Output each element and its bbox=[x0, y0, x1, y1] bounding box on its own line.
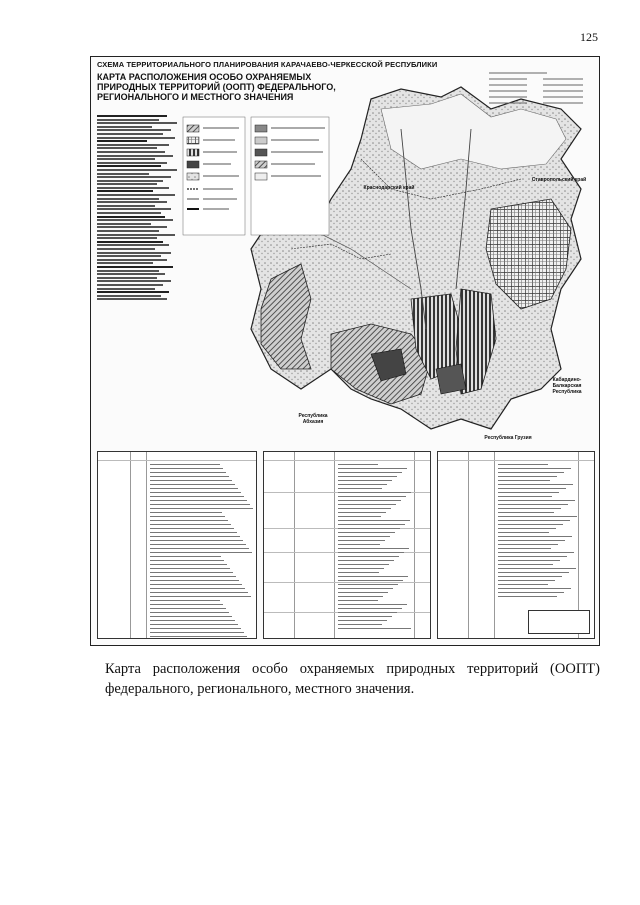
table-text-line bbox=[338, 576, 408, 577]
table-text-line bbox=[338, 492, 411, 493]
legend-text-line bbox=[97, 115, 167, 117]
table-text-line bbox=[498, 556, 567, 557]
table-text-line bbox=[150, 632, 244, 633]
table-text-line bbox=[498, 532, 549, 533]
table-text-line bbox=[338, 468, 407, 469]
table-text-line bbox=[498, 492, 559, 493]
table-text-line bbox=[338, 584, 398, 585]
table-text-line bbox=[150, 612, 229, 613]
table-text-line bbox=[150, 484, 235, 485]
table-text-line bbox=[338, 560, 394, 561]
table-text-line bbox=[338, 600, 378, 601]
table-text-line bbox=[338, 568, 384, 569]
table-text-line bbox=[498, 472, 564, 473]
table-text-line bbox=[150, 548, 249, 549]
table-text-line bbox=[150, 468, 223, 469]
table-text-line bbox=[150, 540, 243, 541]
table-text-line bbox=[338, 516, 381, 517]
table-text-line bbox=[338, 464, 378, 465]
table-text-line bbox=[498, 580, 555, 581]
legend-text-line bbox=[97, 173, 149, 175]
table-text-line bbox=[150, 580, 239, 581]
legend-text-line bbox=[97, 155, 173, 157]
table-text-line bbox=[498, 508, 561, 509]
table-text-line bbox=[150, 488, 238, 489]
region-label-krasnodar: Краснодарский край bbox=[363, 185, 415, 191]
legend-text-line bbox=[97, 234, 175, 236]
table-text-line bbox=[338, 528, 400, 529]
table-text-line bbox=[498, 584, 548, 585]
legend-text-line bbox=[97, 162, 167, 164]
legend-text-line bbox=[97, 205, 155, 207]
legend-text-line bbox=[97, 190, 153, 192]
legend-text-line bbox=[97, 137, 175, 139]
legend-text-line bbox=[97, 237, 157, 239]
table-text-line bbox=[338, 472, 402, 473]
table-text-line bbox=[338, 512, 386, 513]
page-number: 125 bbox=[580, 30, 598, 44]
table-text-line bbox=[498, 564, 553, 565]
legend-text-line bbox=[97, 219, 173, 221]
legend-text-line bbox=[97, 176, 171, 178]
table-text-line bbox=[338, 488, 382, 489]
legend-text-line bbox=[97, 151, 165, 153]
legend-text-line bbox=[97, 255, 161, 257]
oopt-table-1 bbox=[97, 451, 257, 639]
map-title-line: ПРИРОДНЫХ ТЕРРИТОРИЙ (ООПТ) ФЕДЕРАЛЬНОГО, bbox=[97, 82, 336, 92]
table-text-line bbox=[150, 472, 226, 473]
legend-symbols bbox=[181, 115, 331, 265]
table-text-line bbox=[338, 592, 388, 593]
legend-text-line bbox=[97, 133, 163, 135]
table-text-line bbox=[338, 548, 409, 549]
table-text-line bbox=[338, 532, 395, 533]
table-text-line bbox=[498, 516, 577, 517]
map-index-drawing bbox=[487, 69, 593, 119]
legend-text-line bbox=[97, 241, 163, 243]
legend-text-line bbox=[97, 244, 169, 246]
table-text-line bbox=[150, 624, 238, 625]
sheet-header: СХЕМА ТЕРРИТОРИАЛЬНОГО ПЛАНИРОВАНИЯ КАРАЧАЕВО-ЧЕРКЕССКОЙ РЕСПУБЛИКИ bbox=[97, 60, 438, 69]
table-text-line bbox=[150, 572, 233, 573]
table-text-line bbox=[150, 592, 248, 593]
table-text-line bbox=[498, 484, 573, 485]
region-label-kbr: Кабардино-Балкарская Республика bbox=[552, 377, 582, 395]
legend-text-line bbox=[97, 284, 163, 286]
table-text-line bbox=[150, 588, 245, 589]
legend-text-line bbox=[97, 119, 159, 121]
legend-text-line bbox=[97, 165, 161, 167]
legend-text-line bbox=[97, 158, 155, 160]
table-text-line bbox=[338, 520, 410, 521]
table-text-line bbox=[150, 504, 250, 505]
legend-text-line bbox=[97, 223, 151, 225]
table-text-line bbox=[338, 544, 380, 545]
table-text-line bbox=[338, 556, 399, 557]
legend-text-line bbox=[97, 216, 165, 218]
region-label-stavropol: Ставропольский край bbox=[531, 177, 587, 183]
legend-text-line bbox=[97, 270, 159, 272]
table-text-line bbox=[498, 548, 551, 549]
table-text-line bbox=[338, 496, 406, 497]
table-text-line bbox=[338, 540, 385, 541]
table-text-line bbox=[498, 496, 552, 497]
table-text-line bbox=[150, 536, 240, 537]
table-text-line bbox=[338, 564, 389, 565]
table-text-line bbox=[498, 480, 550, 481]
table-text-line bbox=[150, 568, 230, 569]
table-text-line bbox=[150, 520, 228, 521]
table-text-line bbox=[150, 604, 223, 605]
table-text-line bbox=[338, 500, 401, 501]
table-text-line bbox=[338, 476, 397, 477]
map-index bbox=[487, 69, 593, 119]
legend-text-line bbox=[97, 147, 157, 149]
legend-text-line bbox=[97, 129, 171, 131]
legend-text-line bbox=[97, 230, 159, 232]
table-text-line bbox=[150, 556, 221, 557]
table-text-line bbox=[150, 480, 232, 481]
table-text-line bbox=[150, 560, 224, 561]
table-text-line bbox=[498, 544, 558, 545]
oopt-tables bbox=[97, 451, 595, 641]
legend-text-line bbox=[97, 122, 177, 124]
table-text-line bbox=[338, 572, 379, 573]
title-block-stamp bbox=[528, 610, 590, 634]
table-text-line bbox=[150, 636, 247, 637]
table-text-line bbox=[498, 468, 571, 469]
legend-text-line bbox=[97, 198, 159, 200]
table-text-line bbox=[338, 480, 392, 481]
legend-text-line bbox=[97, 180, 163, 182]
table-text-line bbox=[150, 524, 231, 525]
legend-text-line bbox=[97, 126, 152, 128]
table-text-line bbox=[338, 608, 402, 609]
legend-text-line bbox=[97, 273, 165, 275]
table-text-line bbox=[338, 536, 390, 537]
table-text-line bbox=[498, 464, 548, 465]
map-sheet bbox=[90, 56, 600, 646]
legend-text-line bbox=[97, 291, 169, 293]
table-text-line bbox=[150, 600, 220, 601]
table-text-line bbox=[498, 500, 575, 501]
legend-text-line bbox=[97, 262, 153, 264]
legend-text-line bbox=[97, 212, 161, 214]
table-text-line bbox=[150, 476, 229, 477]
table-text-line bbox=[150, 492, 241, 493]
legend-text-line bbox=[97, 298, 167, 300]
table-text-line bbox=[338, 552, 404, 553]
table-text-line bbox=[150, 576, 236, 577]
table-text-line bbox=[150, 584, 242, 585]
table-text-line bbox=[338, 616, 392, 617]
table-text-line bbox=[338, 508, 391, 509]
legend-list bbox=[97, 115, 181, 302]
legend-text-line bbox=[97, 226, 167, 228]
table-text-line bbox=[338, 504, 396, 505]
table-text-line bbox=[150, 552, 252, 553]
map-title bbox=[97, 72, 337, 102]
table-text-line bbox=[338, 624, 382, 625]
table-text-line bbox=[150, 608, 226, 609]
table-text-line bbox=[150, 516, 225, 517]
oopt-table-2 bbox=[263, 451, 431, 639]
table-text-line bbox=[498, 476, 557, 477]
legend-text-line bbox=[97, 266, 173, 268]
table-text-line bbox=[498, 592, 564, 593]
legend-symbols-drawing bbox=[181, 115, 331, 265]
table-text-line bbox=[338, 484, 387, 485]
map-title-line: РЕГИОНАЛЬНОГО И МЕСТНОГО ЗНАЧЕНИЯ bbox=[97, 92, 294, 102]
table-text-line bbox=[150, 532, 237, 533]
table-text-line bbox=[498, 572, 569, 573]
table-text-line bbox=[150, 500, 247, 501]
region-label-georgia: Республика Грузия bbox=[484, 435, 532, 441]
legend-text-line bbox=[97, 277, 157, 279]
table-text-line bbox=[338, 612, 397, 613]
table-text-line bbox=[498, 504, 568, 505]
table-text-line bbox=[498, 512, 554, 513]
table-text-line bbox=[338, 604, 407, 605]
legend-text-line bbox=[97, 201, 167, 203]
table-text-line bbox=[338, 628, 411, 629]
legend-text-line bbox=[97, 248, 155, 250]
table-text-line bbox=[338, 588, 393, 589]
table-text-line bbox=[150, 544, 246, 545]
legend-text-line bbox=[97, 169, 177, 171]
table-text-line bbox=[498, 552, 574, 553]
legend-text-line bbox=[97, 187, 169, 189]
table-text-line bbox=[498, 596, 557, 597]
table-text-line bbox=[150, 616, 232, 617]
reserve-block-2 bbox=[436, 364, 466, 394]
legend-text-line bbox=[97, 280, 171, 282]
table-text-line bbox=[150, 620, 235, 621]
table-text-line bbox=[150, 464, 220, 465]
table-text-line bbox=[150, 508, 253, 509]
legend-text-line bbox=[97, 252, 171, 254]
table-text-line bbox=[498, 536, 572, 537]
table-text-line bbox=[150, 628, 241, 629]
legend-text-line bbox=[97, 208, 171, 210]
table-text-line bbox=[498, 520, 570, 521]
oopt-table-3 bbox=[437, 451, 595, 639]
table-text-line bbox=[338, 596, 383, 597]
table-text-line bbox=[498, 568, 576, 569]
table-text-line bbox=[338, 524, 405, 525]
legend-text-line bbox=[97, 295, 161, 297]
table-text-line bbox=[150, 596, 251, 597]
table-text-line bbox=[150, 528, 234, 529]
figure-caption: Карта расположения особо охраняемых природных территорий (ООПТ) федерального, регионального, местного значения. bbox=[105, 661, 600, 697]
legend-text-line bbox=[97, 144, 169, 146]
table-text-line bbox=[498, 588, 571, 589]
table-text-line bbox=[498, 528, 556, 529]
table-text-line bbox=[498, 488, 566, 489]
legend-text-line bbox=[97, 194, 175, 196]
table-text-line bbox=[150, 564, 227, 565]
table-text-line bbox=[150, 512, 222, 513]
legend-text-line bbox=[97, 183, 157, 185]
legend-text-line bbox=[97, 288, 155, 290]
table-text-line bbox=[498, 540, 565, 541]
table-text-line bbox=[338, 620, 387, 621]
legend-text-line bbox=[97, 140, 147, 142]
map-title-line: КАРТА РАСПОЛОЖЕНИЯ ОСОБО ОХРАНЯЕМЫХ bbox=[97, 72, 312, 82]
table-text-line bbox=[150, 496, 244, 497]
table-text-line bbox=[338, 580, 403, 581]
legend-text-line bbox=[97, 259, 167, 261]
table-text-line bbox=[498, 576, 562, 577]
table-text-line bbox=[498, 524, 563, 525]
table-text-line bbox=[498, 560, 560, 561]
region-label-abkhazia: Республика Абхазия bbox=[298, 413, 328, 425]
